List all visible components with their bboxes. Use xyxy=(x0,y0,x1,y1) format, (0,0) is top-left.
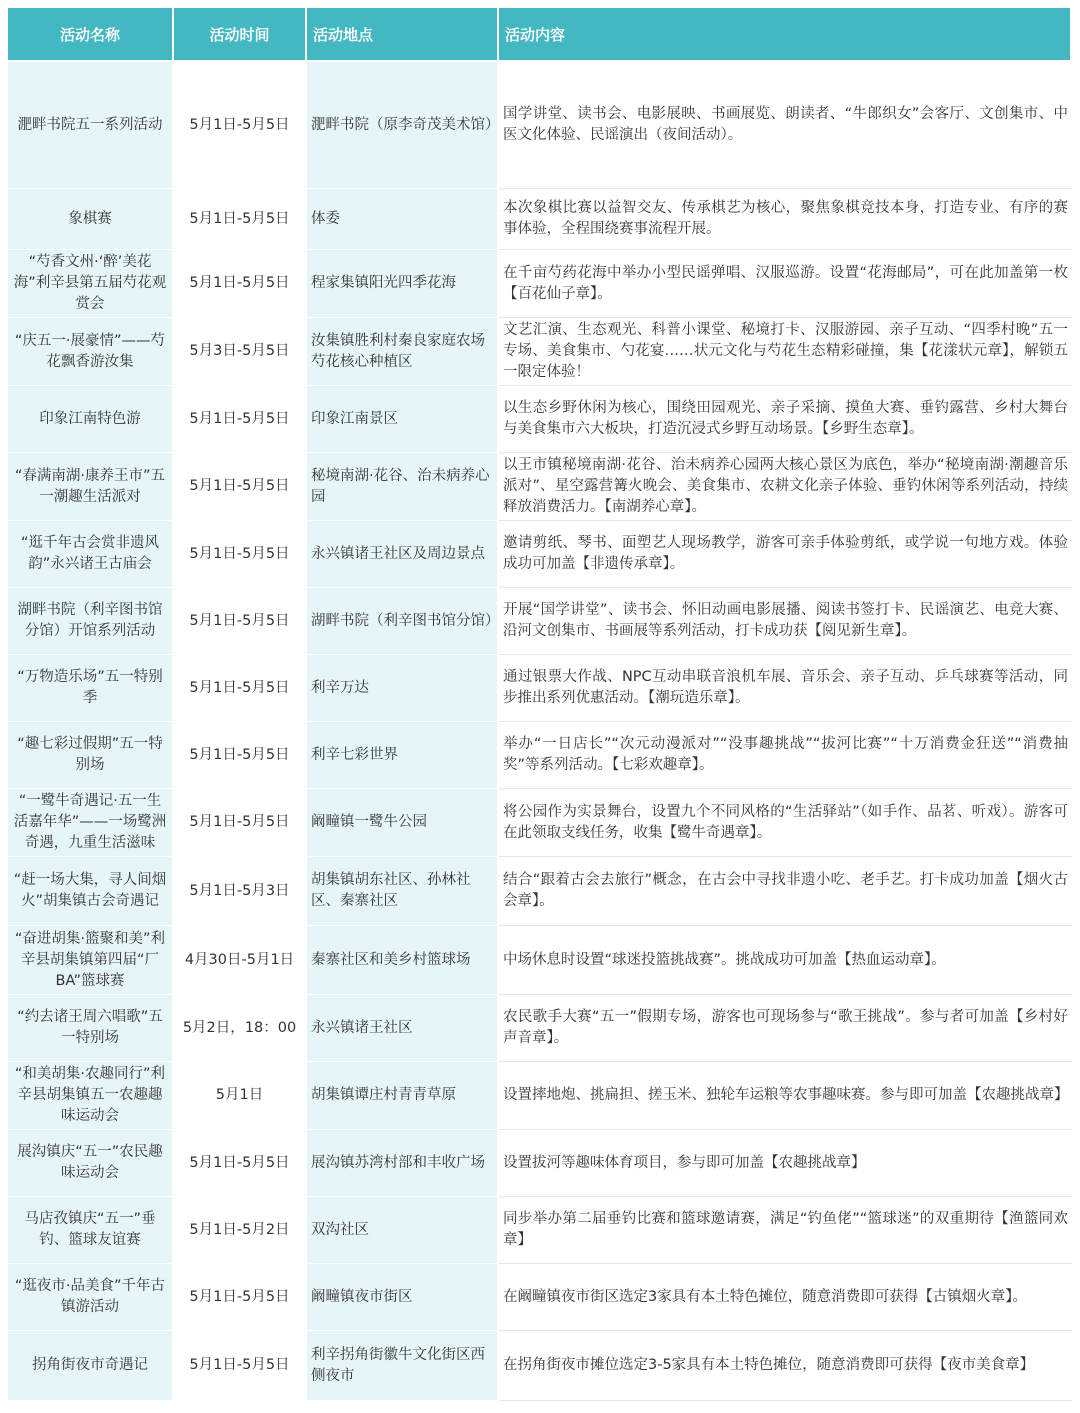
activity-name-cell: “一鹭牛奇遇记·五一生活嘉年华”——一场鹭洲奇遇，九重生活滋味 xyxy=(8,789,174,857)
activity-name-cell: “趣七彩过假期”五一特别场 xyxy=(8,722,174,789)
activity-place-cell: 湖畔书院（利辛图书馆分馆） xyxy=(307,588,499,655)
activity-place-cell: 体委 xyxy=(307,189,499,250)
table-row xyxy=(8,926,1072,995)
table-row xyxy=(8,386,1072,453)
table-row xyxy=(8,318,1072,386)
activity-content-cell: 中场休息时设置“球迷投篮挑战赛”。挑战成功可加盖【热血运动章】。 xyxy=(499,926,1072,995)
table-row xyxy=(8,250,1072,318)
activity-content-cell: 通过银票大作战、NPC互动串联音浪机车展、音乐会、亲子互动、乒乓球赛等活动，同步推出系列优惠活动。【潮玩造乐章】。 xyxy=(499,655,1072,722)
activity-content-cell: 文艺汇演、生态观光、科普小课堂、秘境打卡、汉服游园、亲子互动、“四季村晚”五一专场、美食集市、勺花宴……状元文化与芍花生态精彩碰撞，集【花漾状元章】，解锁五一限定体验！ xyxy=(499,318,1072,386)
header-activity-name: 活动名称 xyxy=(8,8,174,62)
table-row xyxy=(8,857,1072,926)
table-row xyxy=(8,1130,1072,1197)
activity-time-cell: 5月1日-5月5日 xyxy=(174,588,307,655)
activity-time-cell: 5月1日-5月5日 xyxy=(174,1264,307,1331)
activity-name-cell: 马店孜镇庆“五一”垂钓、篮球友谊赛 xyxy=(8,1197,174,1264)
activity-time-cell: 5月1日-5月3日 xyxy=(174,857,307,926)
activity-place-cell: 利辛万达 xyxy=(307,655,499,722)
activity-time-cell: 5月1日-5月5日 xyxy=(174,789,307,857)
table-row xyxy=(8,521,1072,588)
activity-name-cell: “和美胡集·农趣同行”利辛县胡集镇五一农趣趣味运动会 xyxy=(8,1062,174,1130)
activity-content-cell: 开展“国学讲堂”、读书会、怀旧动画电影展播、阅读书签打卡、民谣演艺、电竞大赛、沿河文创集市、书画展等系列活动，打卡成功获【阅见新生章】。 xyxy=(499,588,1072,655)
activity-content-cell: 设置摔地炮、挑扁担、搓玉米、独轮车运粮等农事趣味赛。参与即可加盖【农趣挑战章】 xyxy=(499,1062,1072,1130)
table-header-row xyxy=(8,8,1072,62)
activity-content-cell: 将公园作为实景舞台，设置九个不同风格的“生活驿站”（如手作、品茗、听戏）。游客可在此领取支线任务，收集【鹭牛奇遇章】。 xyxy=(499,789,1072,857)
activity-place-cell: 展沟镇苏湾村部和丰收广场 xyxy=(307,1130,499,1197)
table-row xyxy=(8,62,1072,189)
activity-time-cell: 5月1日-5月5日 xyxy=(174,1130,307,1197)
activity-name-cell: “逛夜市·品美食”千年古镇游活动 xyxy=(8,1264,174,1331)
activity-name-cell: 拐角街夜市奇遇记 xyxy=(8,1331,174,1401)
activity-name-cell: “约去诸王周六唱歌”五一特别场 xyxy=(8,995,174,1062)
activity-time-cell: 5月3日-5月5日 xyxy=(174,318,307,386)
activity-time-cell: 5月1日 xyxy=(174,1062,307,1130)
activity-time-cell: 5月1日-5月5日 xyxy=(174,62,307,189)
activity-time-cell: 5月1日-5月5日 xyxy=(174,453,307,521)
table-row xyxy=(8,995,1072,1062)
activity-content-cell: 设置拔河等趣味体育项目，参与即可加盖【农趣挑战章】 xyxy=(499,1130,1072,1197)
activity-place-cell: 程家集镇阳光四季花海 xyxy=(307,250,499,318)
table-row xyxy=(8,453,1072,521)
activity-place-cell: 秦寨社区和美乡村篮球场 xyxy=(307,926,499,995)
activity-content-cell: 在千亩芍药花海中举办小型民谣弹唱、汉服巡游。设置“花海邮局”，可在此加盖第一枚【百花仙子章】。 xyxy=(499,250,1072,318)
activity-time-cell: 5月1日-5月2日 xyxy=(174,1197,307,1264)
activity-name-cell: “春满南湖·康养王市”五一潮趣生活派对 xyxy=(8,453,174,521)
table-row xyxy=(8,189,1072,250)
table-row xyxy=(8,655,1072,722)
activity-name-cell: 展沟镇庆“五一”农民趣味运动会 xyxy=(8,1130,174,1197)
activity-name-cell: “芍香文州·‘醉’美花海”利辛县第五届芍花观赏会 xyxy=(8,250,174,318)
activity-name-cell: “庆五一·展豪情”——芍花飘香游汝集 xyxy=(8,318,174,386)
table-row xyxy=(8,722,1072,789)
activity-content-cell: 举办“一日店长”“次元动漫派对”“没事趣挑战”“拔河比赛”“十万消费金狂送”“消费抽奖”等系列活动。【七彩欢趣章】。 xyxy=(499,722,1072,789)
activity-content-cell: 以生态乡野休闲为核心，围绕田园观光、亲子采摘、摸鱼大赛、垂钓露营、乡村大舞台与美食集市六大板块，打造沉浸式乡野互动场景。【乡野生态章】。 xyxy=(499,386,1072,453)
activity-content-cell: 同步举办第二届垂钓比赛和篮球邀请赛，满足“钓鱼佬”“篮球迷”的双重期待【渔篮同欢章】 xyxy=(499,1197,1072,1264)
activity-place-cell: 汝集镇胜利村秦良家庭农场芍花核心种植区 xyxy=(307,318,499,386)
activity-name-cell: “赶一场大集，寻人间烟火”胡集镇古会奇遇记 xyxy=(8,857,174,926)
table-row xyxy=(8,1331,1072,1401)
activity-place-cell: 双沟社区 xyxy=(307,1197,499,1264)
activity-place-cell: 淝畔书院（原李奇茂美术馆） xyxy=(307,62,499,189)
activity-place-cell: 永兴镇诸王社区及周边景点 xyxy=(307,521,499,588)
table-row xyxy=(8,1264,1072,1331)
activity-place-cell: 阚疃镇一鹭牛公园 xyxy=(307,789,499,857)
activity-place-cell: 阚疃镇夜市街区 xyxy=(307,1264,499,1331)
activity-name-cell: 淝畔书院五一系列活动 xyxy=(8,62,174,189)
activity-time-cell: 5月1日-5月5日 xyxy=(174,521,307,588)
activity-time-cell: 5月1日-5月5日 xyxy=(174,1331,307,1401)
activity-table-container xyxy=(8,8,1072,1401)
activity-content-cell: 在拐角街夜市摊位选定3-5家具有本土特色摊位，随意消费即可获得【夜市美食章】 xyxy=(499,1331,1072,1401)
activity-time-cell: 5月1日-5月5日 xyxy=(174,250,307,318)
header-activity-place: 活动地点 xyxy=(307,8,499,62)
activity-content-cell: 在阚疃镇夜市街区选定3家具有本土特色摊位，随意消费即可获得【古镇烟火章】。 xyxy=(499,1264,1072,1331)
header-activity-time: 活动时间 xyxy=(174,8,307,62)
activity-table xyxy=(8,8,1072,1401)
table-body xyxy=(8,62,1072,1401)
activity-place-cell: 秘境南湖·花谷、治未病养心园 xyxy=(307,453,499,521)
activity-name-cell: “奋进胡集·篮聚和美”利辛县胡集镇第四届“厂BA”篮球赛 xyxy=(8,926,174,995)
table-row xyxy=(8,1197,1072,1264)
activity-place-cell: 永兴镇诸王社区 xyxy=(307,995,499,1062)
table-row xyxy=(8,588,1072,655)
activity-time-cell: 5月2日，18：00 xyxy=(174,995,307,1062)
activity-content-cell: 以王市镇秘境南湖·花谷、治未病养心园两大核心景区为底色，举办“秘境南湖·潮趣音乐派对”、星空露营篝火晚会、美食集市、农耕文化亲子体验、垂钓休闲等系列活动，持续释放消费活力。【南湖养心章】。 xyxy=(499,453,1072,521)
activity-content-cell: 邀请剪纸、琴书、面塑艺人现场教学，游客可亲手体验剪纸，或学说一句地方戏。体验成功可加盖【非遗传承章】。 xyxy=(499,521,1072,588)
activity-name-cell: “逛千年古会赏非遗风韵”永兴诸王古庙会 xyxy=(8,521,174,588)
activity-content-cell: 国学讲堂、读书会、电影展映、书画展览、朗读者、“牛郎织女”会客厅、文创集市、中医文化体验、民谣演出（夜间活动）。 xyxy=(499,62,1072,189)
activity-name-cell: 印象江南特色游 xyxy=(8,386,174,453)
activity-place-cell: 利辛拐角街徽牛文化街区西侧夜市 xyxy=(307,1331,499,1401)
activity-time-cell: 4月30日-5月1日 xyxy=(174,926,307,995)
activity-name-cell: “万物造乐场”五一特别季 xyxy=(8,655,174,722)
header-activity-content: 活动内容 xyxy=(499,8,1072,62)
activity-content-cell: 本次象棋比赛以益智交友、传承棋艺为核心，聚焦象棋竞技本身，打造专业、有序的赛事体验，全程围绕赛事流程开展。 xyxy=(499,189,1072,250)
activity-content-cell: 结合“跟着古会去旅行”概念，在古会中寻找非遗小吃、老手艺。打卡成功加盖【烟火古会章】。 xyxy=(499,857,1072,926)
activity-name-cell: 象棋赛 xyxy=(8,189,174,250)
activity-place-cell: 利辛七彩世界 xyxy=(307,722,499,789)
activity-place-cell: 胡集镇胡东社区、孙林社区、秦寨社区 xyxy=(307,857,499,926)
table-row xyxy=(8,1062,1072,1130)
activity-time-cell: 5月1日-5月5日 xyxy=(174,722,307,789)
table-row xyxy=(8,789,1072,857)
activity-time-cell: 5月1日-5月5日 xyxy=(174,386,307,453)
activity-time-cell: 5月1日-5月5日 xyxy=(174,655,307,722)
activity-time-cell: 5月1日-5月5日 xyxy=(174,189,307,250)
activity-name-cell: 湖畔书院（利辛图书馆分馆）开馆系列活动 xyxy=(8,588,174,655)
activity-place-cell: 胡集镇谭庄村青青草原 xyxy=(307,1062,499,1130)
activity-content-cell: 农民歌手大赛“五一”假期专场，游客也可现场参与“歌王挑战”。参与者可加盖【乡村好声音章】。 xyxy=(499,995,1072,1062)
activity-place-cell: 印象江南景区 xyxy=(307,386,499,453)
